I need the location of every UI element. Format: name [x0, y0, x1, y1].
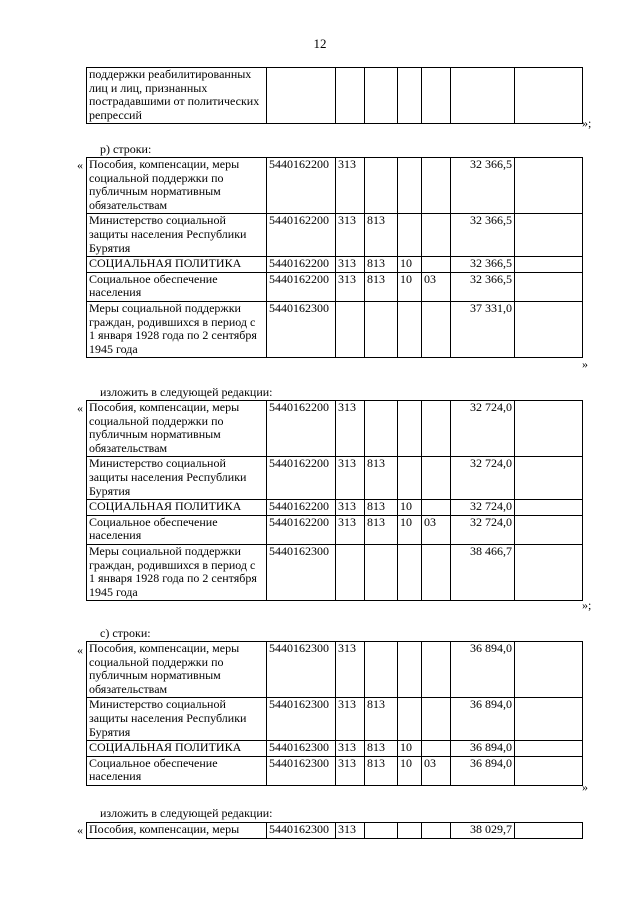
- row-v: [365, 642, 398, 698]
- row-v: [365, 823, 398, 839]
- row-g: 313: [336, 515, 365, 544]
- row-g: 313: [336, 741, 365, 757]
- table-row: [87, 214, 583, 257]
- row-name: Меры социальной поддержки граждан, родившихся в период с 1 января 1928 года по 2 сентября 1945 года: [87, 301, 267, 357]
- row-g: 313: [336, 642, 365, 698]
- row-v: 813: [365, 214, 398, 257]
- table-row: [87, 515, 583, 544]
- row-r: [398, 68, 422, 124]
- row-name: Министерство социальной защиты населения Республики Бурятия: [87, 698, 267, 741]
- row-amount: 32 366,5: [451, 272, 515, 301]
- row-r: [398, 544, 422, 600]
- row-v: 813: [365, 257, 398, 273]
- row-extra: [515, 457, 583, 500]
- row-name: СОЦИАЛЬНАЯ ПОЛИТИКА: [87, 500, 267, 516]
- row-code: 5440162200: [267, 158, 336, 214]
- row-name: Министерство социальной защиты населения Республики Бурятия: [87, 457, 267, 500]
- row-code: 5440162200: [267, 257, 336, 273]
- row-r: [398, 457, 422, 500]
- row-extra: [515, 741, 583, 757]
- row-r: [398, 214, 422, 257]
- row-g: 313: [336, 756, 365, 785]
- row-extra: [515, 823, 583, 839]
- row-code: 5440162200: [267, 214, 336, 257]
- row-v: 813: [365, 515, 398, 544]
- row-extra: [515, 500, 583, 516]
- row-code: 5440162300: [267, 698, 336, 741]
- row-g: 313: [336, 823, 365, 839]
- row-extra: [515, 214, 583, 257]
- table-row: [87, 544, 583, 600]
- row-name: Меры социальной поддержки граждан, родившихся в период с 1 января 1928 года по 2 сентября 1945 года: [87, 544, 267, 600]
- row-p: [422, 214, 451, 257]
- row-extra: [515, 642, 583, 698]
- row-p: [422, 257, 451, 273]
- row-v: [365, 68, 398, 124]
- section-label: изложить в следующей редакции:: [100, 806, 273, 820]
- row-amount: [451, 68, 515, 124]
- row-code: 5440162300: [267, 642, 336, 698]
- open-quote: «: [77, 823, 83, 837]
- table-row: [87, 642, 583, 698]
- row-extra: [515, 272, 583, 301]
- open-quote: «: [77, 158, 83, 172]
- row-name: Пособия, компенсации, меры социальной поддержки по публичным нормативным обязательствам: [87, 642, 267, 698]
- row-v: 813: [365, 756, 398, 785]
- row-extra: [515, 68, 583, 124]
- open-quote: «: [77, 401, 83, 415]
- table-row: [87, 401, 583, 457]
- row-g: 313: [336, 457, 365, 500]
- row-amount: 38 466,7: [451, 544, 515, 600]
- row-code: 5440162300: [267, 823, 336, 839]
- row-name: СОЦИАЛЬНАЯ ПОЛИТИКА: [87, 741, 267, 757]
- row-extra: [515, 301, 583, 357]
- row-v: 813: [365, 500, 398, 516]
- row-extra: [515, 698, 583, 741]
- row-r: 10: [398, 515, 422, 544]
- row-p: [422, 68, 451, 124]
- table-row: [87, 823, 583, 839]
- row-r: 10: [398, 756, 422, 785]
- row-code: 5440162300: [267, 301, 336, 357]
- row-g: 313: [336, 401, 365, 457]
- row-p: [422, 457, 451, 500]
- row-v: [365, 401, 398, 457]
- row-extra: [515, 756, 583, 785]
- table-row: [87, 158, 583, 214]
- row-r: [398, 301, 422, 357]
- row-code: 5440162200: [267, 515, 336, 544]
- table-row: [87, 257, 583, 273]
- row-r: [398, 401, 422, 457]
- close-quote: »;: [582, 598, 592, 612]
- row-amount: 32 366,5: [451, 214, 515, 257]
- row-g: 313: [336, 214, 365, 257]
- budget-table: [86, 400, 583, 601]
- row-name: Социальное обеспечение населения: [87, 756, 267, 785]
- row-v: 813: [365, 272, 398, 301]
- row-code: 5440162200: [267, 457, 336, 500]
- row-p: [422, 544, 451, 600]
- row-name: Пособия, компенсации, меры социальной поддержки по публичным нормативным обязательствам: [87, 158, 267, 214]
- row-name: Социальное обеспечение населения: [87, 515, 267, 544]
- row-p: [422, 698, 451, 741]
- row-code: 5440162200: [267, 401, 336, 457]
- close-quote: »;: [582, 116, 592, 130]
- row-p: [422, 741, 451, 757]
- budget-table-continuation: [86, 67, 583, 124]
- row-name: Министерство социальной защиты населения Республики Бурятия: [87, 214, 267, 257]
- row-name: поддержки реабилитированных лиц и лиц, признанных пострадавшими от политических репрессий: [87, 68, 267, 124]
- row-r: 10: [398, 741, 422, 757]
- row-amount: 36 894,0: [451, 741, 515, 757]
- row-v: [365, 158, 398, 214]
- row-extra: [515, 158, 583, 214]
- row-code: 5440162300: [267, 544, 336, 600]
- row-p: [422, 301, 451, 357]
- row-amount: 32 366,5: [451, 257, 515, 273]
- row-p: 03: [422, 272, 451, 301]
- row-g: [336, 68, 365, 124]
- budget-table: [86, 641, 583, 786]
- row-r: 10: [398, 272, 422, 301]
- row-amount: 36 894,0: [451, 756, 515, 785]
- row-g: 313: [336, 257, 365, 273]
- section-label: р) строки:: [100, 142, 152, 156]
- budget-table: [86, 822, 583, 839]
- row-p: [422, 158, 451, 214]
- row-v: 813: [365, 457, 398, 500]
- table-row: [87, 741, 583, 757]
- row-g: [336, 301, 365, 357]
- row-extra: [515, 257, 583, 273]
- row-p: [422, 500, 451, 516]
- row-v: 813: [365, 741, 398, 757]
- row-r: [398, 698, 422, 741]
- row-code: 5440162200: [267, 272, 336, 301]
- row-amount: 32 724,0: [451, 515, 515, 544]
- row-amount: 32 366,5: [451, 158, 515, 214]
- row-code: [267, 68, 336, 124]
- row-amount: 32 724,0: [451, 457, 515, 500]
- row-extra: [515, 515, 583, 544]
- row-p: [422, 823, 451, 839]
- row-amount: 32 724,0: [451, 500, 515, 516]
- table-row: [87, 301, 583, 357]
- table-row: [87, 756, 583, 785]
- row-amount: 37 331,0: [451, 301, 515, 357]
- table-row: [87, 457, 583, 500]
- row-g: 313: [336, 698, 365, 741]
- row-g: [336, 544, 365, 600]
- close-quote: »: [582, 357, 588, 371]
- row-extra: [515, 401, 583, 457]
- table-row: [87, 68, 583, 124]
- row-name: Пособия, компенсации, меры социальной поддержки по публичным нормативным обязательствам: [87, 401, 267, 457]
- table-row: [87, 272, 583, 301]
- row-r: [398, 823, 422, 839]
- close-quote: »: [582, 780, 588, 794]
- row-p: 03: [422, 515, 451, 544]
- row-code: 5440162300: [267, 756, 336, 785]
- row-g: 313: [336, 500, 365, 516]
- row-r: 10: [398, 257, 422, 273]
- section-label: изложить в следующей редакции:: [100, 385, 273, 399]
- open-quote: «: [77, 643, 83, 657]
- row-p: [422, 642, 451, 698]
- row-name: Пособия, компенсации, меры: [87, 823, 267, 839]
- row-r: 10: [398, 500, 422, 516]
- row-amount: 36 894,0: [451, 642, 515, 698]
- row-code: 5440162200: [267, 500, 336, 516]
- row-name: Социальное обеспечение населения: [87, 272, 267, 301]
- row-code: 5440162300: [267, 741, 336, 757]
- table-row: [87, 698, 583, 741]
- table-row: [87, 500, 583, 516]
- row-r: [398, 642, 422, 698]
- row-name: СОЦИАЛЬНАЯ ПОЛИТИКА: [87, 257, 267, 273]
- page-number: 12: [313, 36, 327, 51]
- row-g: 313: [336, 272, 365, 301]
- row-extra: [515, 544, 583, 600]
- row-g: 313: [336, 158, 365, 214]
- budget-table: [86, 157, 583, 358]
- row-p: [422, 401, 451, 457]
- row-amount: 32 724,0: [451, 401, 515, 457]
- row-r: [398, 158, 422, 214]
- row-v: [365, 544, 398, 600]
- row-amount: 36 894,0: [451, 698, 515, 741]
- row-p: 03: [422, 756, 451, 785]
- row-amount: 38 029,7: [451, 823, 515, 839]
- row-v: 813: [365, 698, 398, 741]
- section-label: с) строки:: [100, 626, 151, 640]
- row-v: [365, 301, 398, 357]
